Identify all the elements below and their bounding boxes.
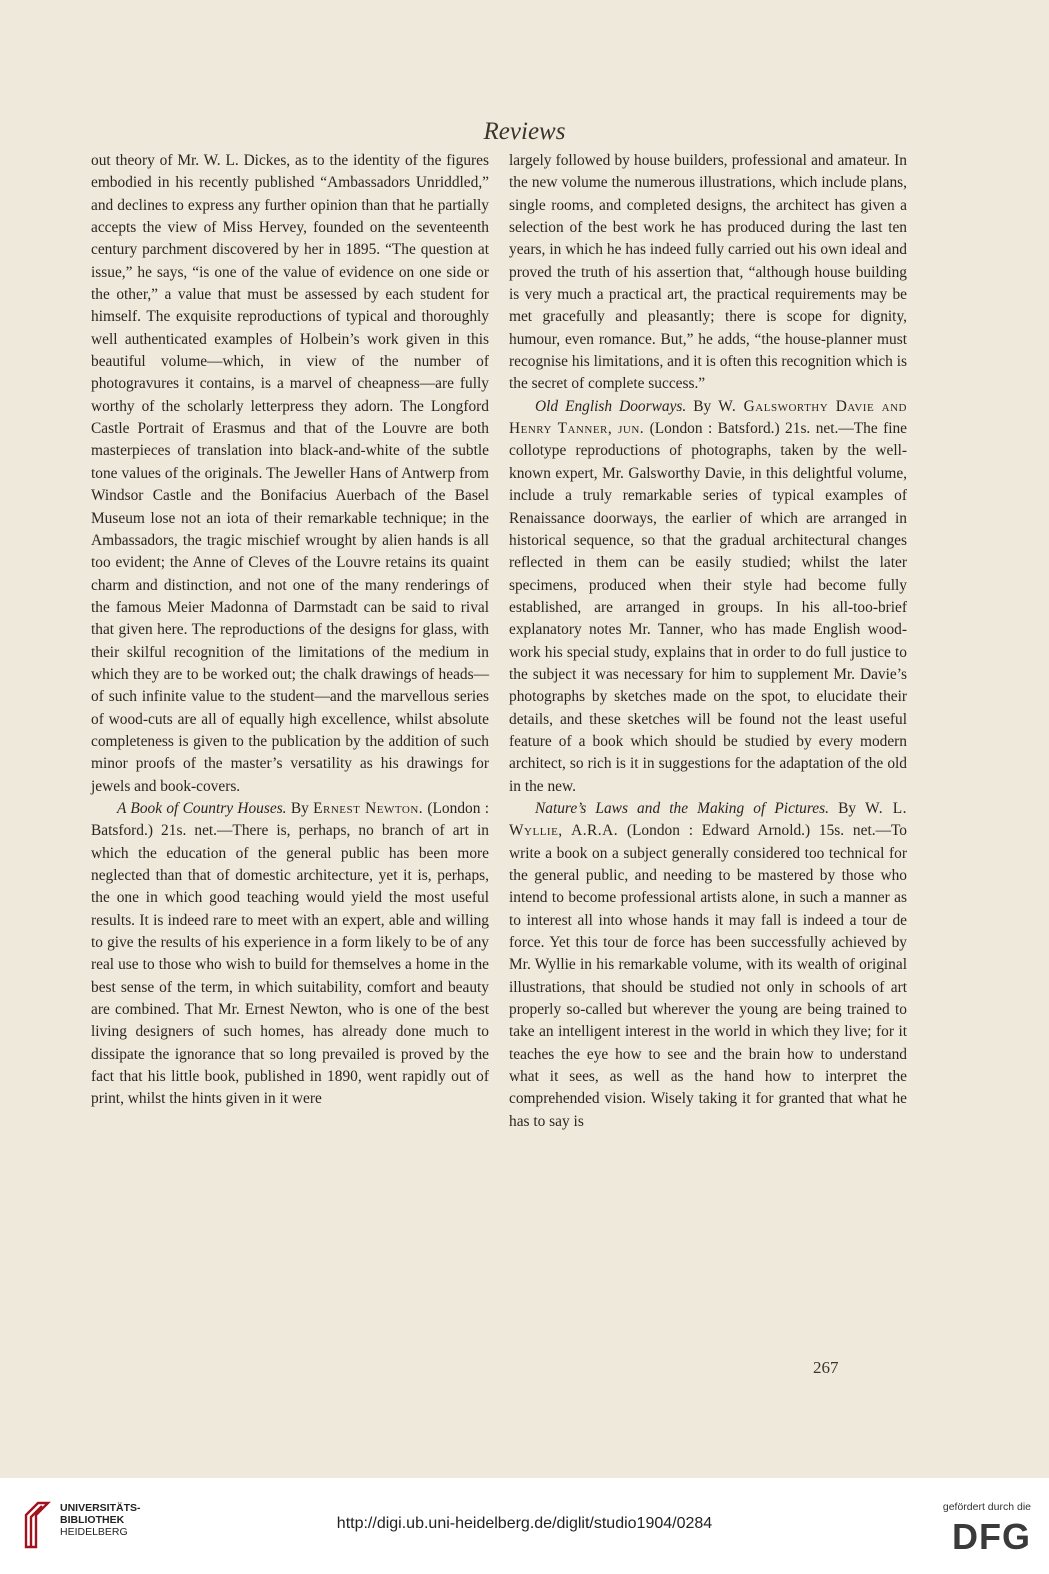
source-url-link[interactable]: http://digi.ub.uni-heidelberg.de/diglit/studio1904/0284: [336, 1515, 713, 1532]
library-line: HEIDELBERG: [60, 1526, 128, 1538]
footer-bar: [0, 1478, 1049, 1574]
funded-by-label: gefördert durch die: [942, 1501, 1031, 1513]
review-title: Nature’s Laws and the Making of Pictures.: [535, 799, 829, 817]
review-title: A Book of Country Houses.: [117, 799, 287, 817]
left-column: [91, 150, 489, 1111]
review-entry: [91, 798, 489, 1111]
review-text: (London : Batsford.) 21s. net.—The fine collotype reproductions of photographs, taken by the well-known expert, Mr. Galsworthy Davie, in this delightful volume, include a truly remarkable series of typical examples of Renaissance doorways, the earlier of which are arranged in historical sequence, so that the gradual architectural changes reflected in them can be easily studied; whilst the later specimens, produced when their style had become fully established, are arranged in groups. In his all-too-brief explanatory notes Mr. Tanner, who has made English wood-work his special study, explains that in order to do full justice to the subject it was necessary for him to supplement Mr. Davie’s photographs by sketches made on the spot, to elucidate their details, and these sketches will be found not the least useful feature of a book which should be studied by every modern architect, so rich is it in suggestions for the adaptation of the old in the new.: [509, 420, 907, 795]
byline: By: [828, 799, 866, 817]
library-line: UNIVERSITÄTS-: [60, 1502, 141, 1514]
paragraph: out theory of Mr. W. L. Dickes, as to the identity of the figures embodied in his recently published “Ambassadors Unriddled,” and declines to express any further opinion than that he partially accepts the view of Miss Hervey, founded on the seventeenth century parchment discovered by her in 1895. “The question at issue,” he says, “is one of the value of evidence on one side or the other,” a value that must be assessed by each student for himself. The exquisite reproductions of typical and thoroughly well authenticated examples of Holbein’s work given in this beautiful volume—which, in view of the number of photogravures it contains, is a marvel of cheapness—are fully worthy of the scholarly letterpress they adorn. The Longford Castle Portrait of Erasmus and that of the Louvre are both masterpieces of translation into black-and-white of the subtle tone values of the originals. The Jeweller Hans of Antwerp from Windsor Castle and the Bonifacius Auerbach of the Basel Museum lose not an iota of their remarkable technique; in the Ambassadors, the tragic mischief wrought by alien hands is all too evident; the Anne of Cleves of the Louvre retains its quaint charm and distinction, and not one of the many renderings of the famous Meier Madonna of Darmstadt can be said to rival that given here. The reproductions of the designs for glass, with their skilful recognition of the limitations of the medium in which they are to be worked out; the chalk drawings of heads—of such infinite value to the student—and the marvellous series of wood-cuts are all of equally high excellence, whilst absolute completeness is given to the publication by the addition of such minor proofs of the master’s versatility as his drawings for jewels and book-covers.: [91, 152, 489, 795]
paragraph: largely followed by house builders, professional and amateur. In the new volume the numerous illustrations, which include plans, single rooms, and completed designs, the architect has given a selection of the best work he has produced during the last ten years, in which he has indeed fully carried out his own ideal and proved the truth of his assertion that, “although house building is very much a practical art, the practical requirements may be met gracefully and pleasantly; there is scope for dignity, humour, even romance. But,” he adds, “the house-planner must recognise his limitations, and it is often this recognition which is the secret of complete success.”: [509, 152, 907, 393]
byline: By: [686, 397, 719, 415]
review-entry: [509, 798, 907, 1133]
review-author: Ernest Newton.: [313, 799, 424, 817]
page-number: 267: [813, 1358, 839, 1377]
dfg-logo: DFG: [952, 1516, 1031, 1557]
review-entry: [509, 396, 907, 798]
review-author: W. Galsworthy Davie and Henry Tanner, jun.: [509, 397, 907, 438]
review-author: W. L. Wyllie, A.R.A.: [509, 799, 907, 840]
review-text: (London : Edward Arnold.) 15s. net.—To write a book on a subject generally considered too technical for the general public, and needing to be mastered by those who intend to become professional artists alone, in such a manner as to interest all into whose hands it may fall is indeed a tour de force. Yet this tour de force has been successfully achieved by Mr. Wyllie in his remarkable volume, with its wealth of original illustrations, that should be studied not only in schools of art properly so-called but wherever the young are being trained to take an intelligent interest in the world in which they live; for it teaches the eye how to see and the brain how to understand what it sees, as well as the hand how to interpret the comprehended vision. Wisely taking it for granted that what he has to say is: [509, 822, 907, 1130]
right-column: [509, 150, 907, 1133]
review-title: Old English Doorways.: [535, 397, 687, 415]
running-head: Reviews: [483, 118, 566, 145]
review-text: (London : Batsford.) 21s. net.—There is, perhaps, no branch of art in which the education of the general public has been more neglected than that of domestic architecture, yet it is, perhaps, the one in which good teaching would yield the most useful results. It is indeed rare to meet with an expert, able and willing to give the results of his experience in a form likely to be of any real use to those who wish to build for themselves a home in the best sense of the term, in which suitability, comfort and beauty are combined. That Mr. Ernest Newton, who is one of the best living designers of such homes, has already done much to dissipate the ignorance that so long prevailed is proved by the fact that his little book, published in 1890, went rapidly out of print, whilst the hints given in it were: [91, 799, 489, 1108]
byline: By: [286, 799, 314, 817]
library-line: BIBLIOTHEK: [60, 1514, 125, 1526]
